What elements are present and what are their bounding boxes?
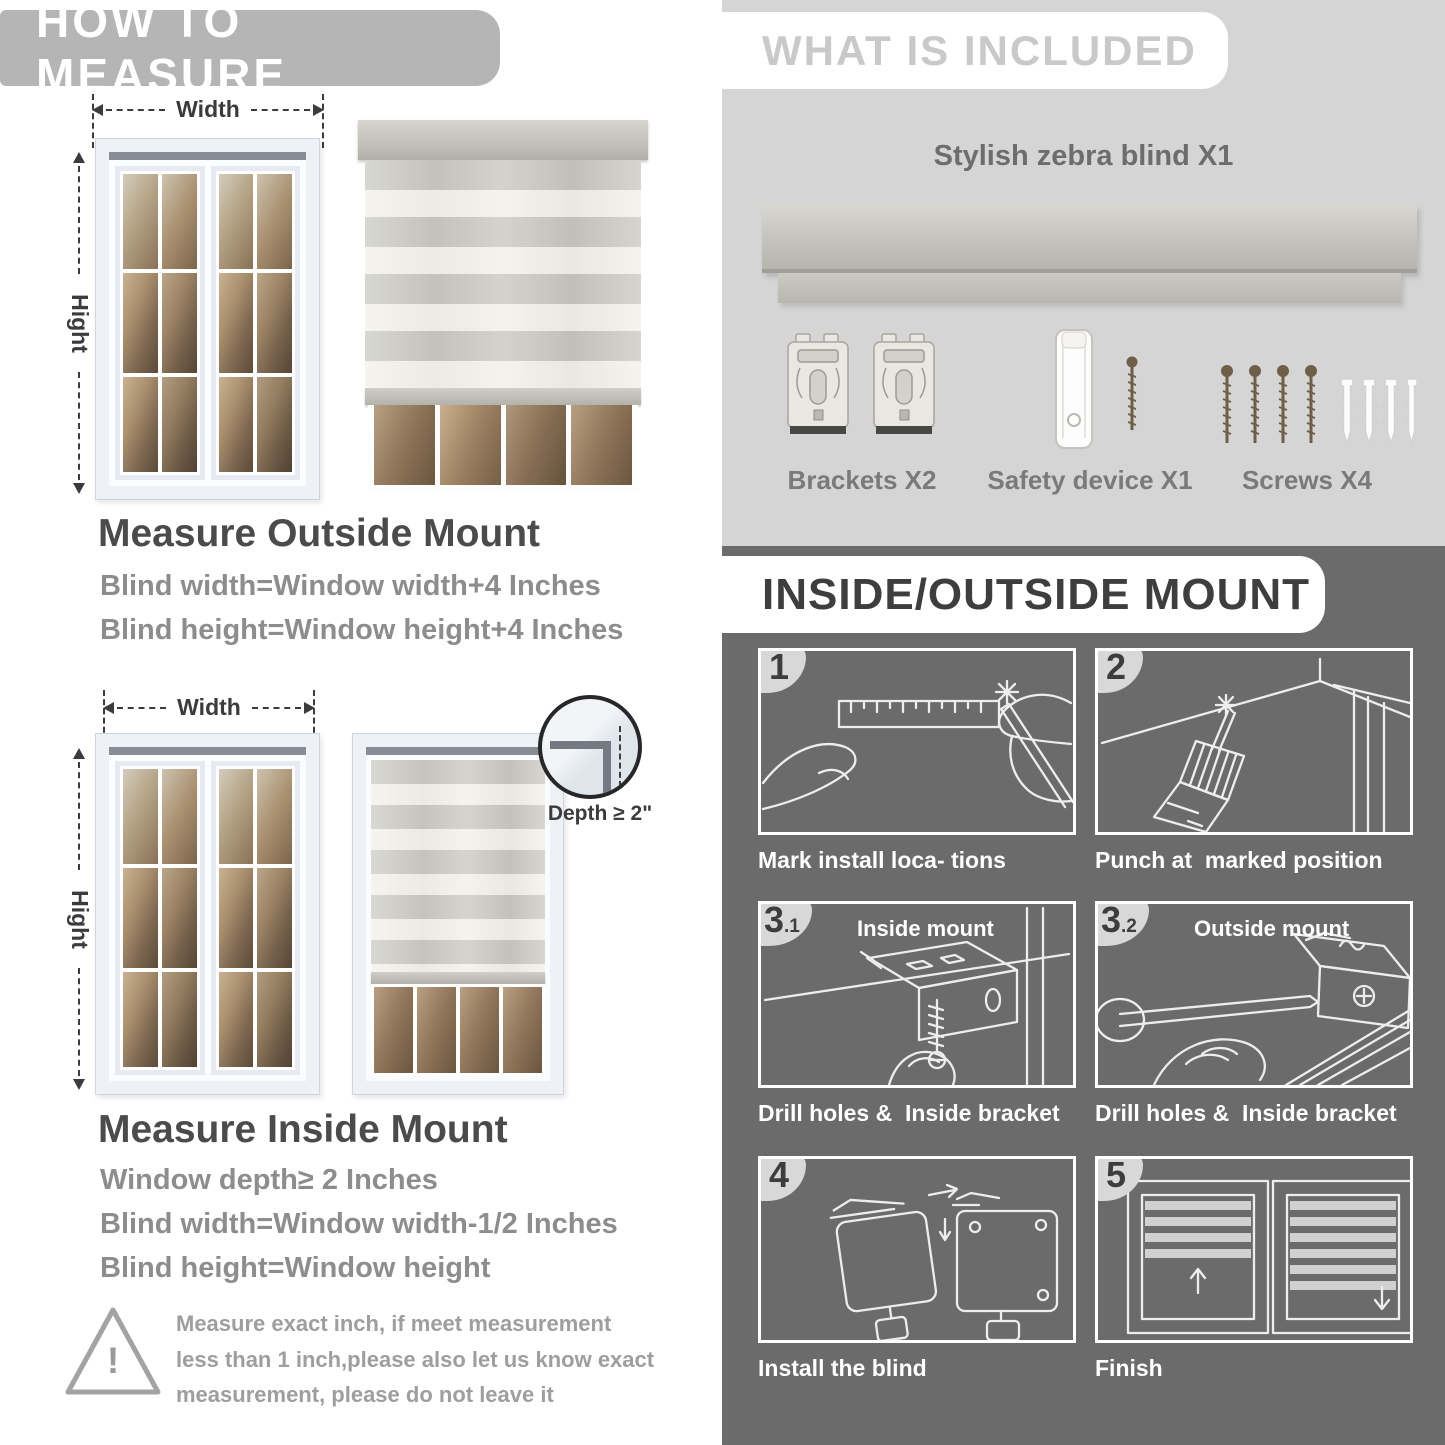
what-is-included-title: WHAT IS INCLUDED bbox=[762, 26, 1197, 74]
window-pane bbox=[374, 405, 435, 485]
window-pane bbox=[506, 405, 567, 485]
blind-fabric-stripes bbox=[365, 160, 641, 388]
step-1-panel bbox=[758, 648, 1076, 835]
window-pane bbox=[257, 273, 292, 373]
window-pane bbox=[374, 987, 413, 1073]
window-pane bbox=[123, 972, 158, 1067]
step-5 bbox=[1095, 1156, 1413, 1382]
step-3-2-panel bbox=[1095, 901, 1413, 1088]
inside-mount-title: Measure Inside Mount bbox=[98, 1108, 508, 1151]
window-pane bbox=[162, 769, 197, 864]
window-pane bbox=[219, 868, 254, 968]
blind-headrail bbox=[358, 120, 648, 160]
window-pane bbox=[162, 273, 197, 373]
height-arrow-inside bbox=[64, 748, 94, 1090]
window-illustration-inside bbox=[95, 733, 320, 1095]
window-pane bbox=[440, 405, 501, 485]
blind-bottom-rail bbox=[371, 972, 545, 984]
window-pane bbox=[219, 273, 254, 373]
outside-mount-title: Measure Outside Mount bbox=[98, 512, 541, 555]
width-label: Width bbox=[177, 694, 241, 720]
what-is-included-header-badge bbox=[722, 12, 1228, 89]
window-pane bbox=[219, 377, 254, 472]
arrow-up-icon bbox=[73, 152, 85, 163]
step-2-panel bbox=[1095, 648, 1413, 835]
window-door bbox=[115, 761, 205, 1075]
step-1 bbox=[758, 648, 1076, 874]
window-under-blind bbox=[368, 405, 638, 491]
step-3-1-caption: Drill holes & Inside bracket bbox=[758, 1100, 1060, 1126]
blind-bottom-rail bbox=[365, 388, 641, 405]
inside-rule-width: Blind width=Window width-1/2 Inches bbox=[100, 1208, 618, 1240]
depth-requirement-label: Depth ≥ 2" bbox=[547, 802, 653, 825]
arrow-right-icon bbox=[304, 702, 315, 714]
window-pane bbox=[571, 405, 632, 485]
step-3-2 bbox=[1095, 901, 1413, 1127]
safety-device-icon bbox=[1042, 328, 1172, 458]
window-pane bbox=[123, 273, 158, 373]
arrow-left-icon bbox=[103, 702, 114, 714]
step-4-panel bbox=[758, 1156, 1076, 1343]
width-arrow-outside bbox=[92, 96, 324, 123]
height-arrow-outside bbox=[64, 152, 94, 494]
width-arrow-inside bbox=[103, 694, 315, 721]
arrow-right-icon bbox=[313, 104, 324, 116]
outside-rule-height: Blind height=Window height+4 Inches bbox=[100, 614, 624, 646]
depth-magnifier-icon bbox=[538, 695, 642, 799]
width-label: Width bbox=[176, 96, 240, 122]
window-pane bbox=[257, 174, 292, 269]
screws-label: Screws X4 bbox=[1241, 465, 1373, 495]
height-label: Hight bbox=[66, 889, 93, 949]
mount-guide-section bbox=[722, 546, 1445, 1445]
blind-headrail-image bbox=[762, 205, 1417, 273]
step-2 bbox=[1095, 648, 1413, 874]
step-2-caption: Punch at marked position bbox=[1095, 847, 1383, 873]
step-number-badge: 1 bbox=[758, 648, 806, 693]
step-number-badge: 4 bbox=[758, 1156, 806, 1201]
step-3-1-title: Inside mount bbox=[857, 916, 994, 941]
window-door bbox=[211, 761, 301, 1075]
step-5-panel bbox=[1095, 1156, 1413, 1343]
step-4-caption: Install the blind bbox=[758, 1355, 927, 1381]
window-pane bbox=[162, 174, 197, 269]
how-to-measure-header-badge bbox=[0, 0, 500, 101]
window-pane bbox=[503, 987, 542, 1073]
window-with-inside-blind bbox=[352, 733, 564, 1095]
inside-rule-height: Blind height=Window height bbox=[100, 1252, 491, 1284]
height-label: Hight bbox=[66, 293, 93, 353]
inside-rule-depth: Window depth≥ 2 Inches bbox=[100, 1164, 438, 1196]
step-3-2-caption: Drill holes & Inside bracket bbox=[1095, 1100, 1397, 1126]
arrow-down-icon bbox=[73, 483, 85, 494]
window-door bbox=[211, 166, 301, 480]
window-pane bbox=[257, 868, 292, 968]
step-number-badge: 5 bbox=[1095, 1156, 1143, 1201]
install-blind-drawing bbox=[761, 1159, 1073, 1340]
arrow-up-icon bbox=[73, 748, 85, 759]
step-4 bbox=[758, 1156, 1076, 1382]
window-pane bbox=[123, 868, 158, 968]
how-to-measure-title: HOW TO MEASURE bbox=[36, 0, 288, 101]
mount-guide-title: INSIDE/OUTSIDE MOUNT bbox=[762, 569, 1311, 619]
step-number-badge: 2 bbox=[1095, 648, 1143, 693]
brackets-icon bbox=[784, 328, 944, 448]
safety-device-label: Safety device X1 bbox=[987, 465, 1193, 495]
mount-guide-header-badge bbox=[722, 556, 1325, 633]
step-3-2-title: Outside mount bbox=[1194, 916, 1350, 941]
window-pane bbox=[257, 769, 292, 864]
step-5-caption: Finish bbox=[1095, 1355, 1163, 1381]
step-number-badge: 3 .2 bbox=[1095, 901, 1149, 946]
step-1-caption: Mark install loca- tions bbox=[758, 847, 1006, 873]
window-pane bbox=[162, 868, 197, 968]
window-pane bbox=[123, 769, 158, 864]
window-pane bbox=[219, 174, 254, 269]
screws-icon bbox=[1217, 363, 1417, 455]
brackets-label: Brackets X2 bbox=[787, 465, 937, 495]
finish-drawing bbox=[1098, 1159, 1410, 1340]
window-pane bbox=[417, 987, 456, 1073]
window-door bbox=[115, 166, 205, 480]
window-pane bbox=[257, 972, 292, 1067]
window-pane bbox=[123, 377, 158, 472]
arrow-left-icon bbox=[92, 104, 103, 116]
step-3-1-panel bbox=[758, 901, 1076, 1088]
blind-headrail-valance bbox=[778, 273, 1401, 303]
window-pane bbox=[162, 972, 197, 1067]
window-pane bbox=[219, 769, 254, 864]
zebra-blind-illustration-outside bbox=[358, 120, 648, 491]
step-number-badge: 3 .1 bbox=[758, 901, 812, 946]
outside-rule-width: Blind width=Window width+4 Inches bbox=[100, 570, 601, 602]
what-is-included-section bbox=[722, 0, 1445, 546]
window-pane bbox=[219, 972, 254, 1067]
blind-fabric-stripes bbox=[371, 760, 545, 972]
window-pane bbox=[257, 377, 292, 472]
product-label: Stylish zebra blind X1 bbox=[933, 140, 1234, 172]
drill-drawing bbox=[1098, 651, 1410, 832]
measurement-warning-text: Measure exact inch, if meet measurement less than 1 inch,please also let us know exact measurement, please do not leave it bbox=[176, 1311, 655, 1408]
arrow-down-icon bbox=[73, 1079, 85, 1090]
step-3-1 bbox=[758, 901, 1076, 1127]
window-under-blind bbox=[371, 984, 545, 1076]
window-pane bbox=[162, 377, 197, 472]
window-illustration-outside bbox=[95, 138, 320, 500]
window-pane bbox=[460, 987, 499, 1073]
mark-locations-drawing bbox=[761, 651, 1073, 832]
window-pane bbox=[123, 174, 158, 269]
exclamation-mark: ! bbox=[106, 1340, 120, 1381]
